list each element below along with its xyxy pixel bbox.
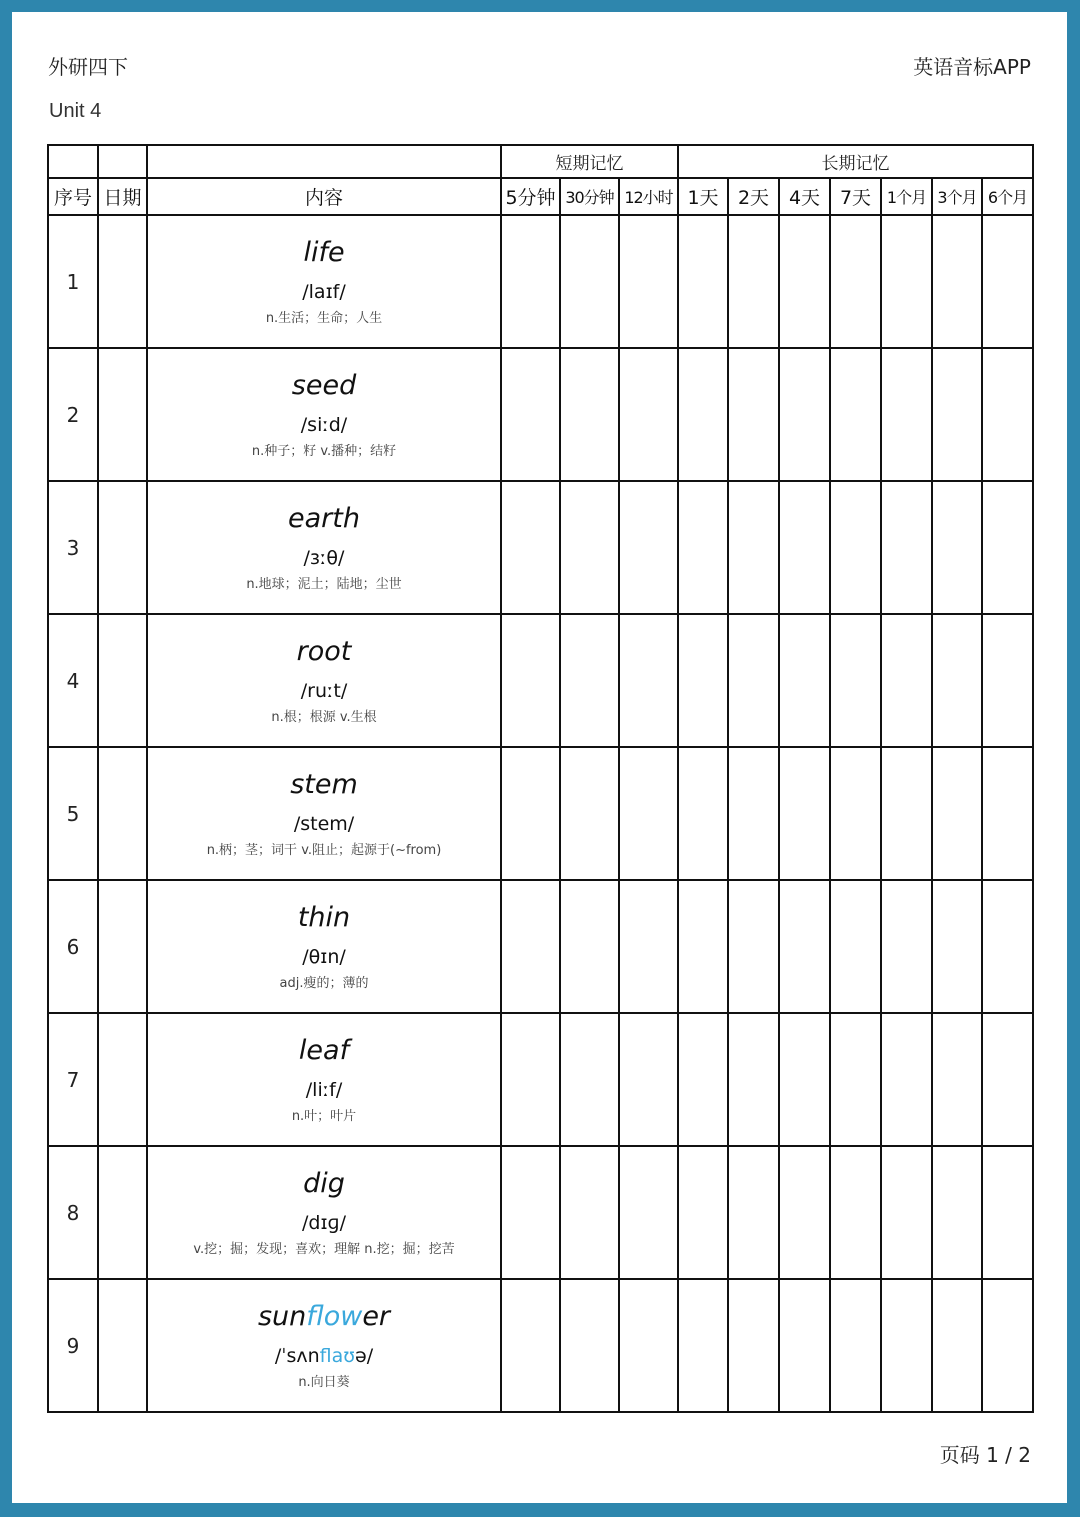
check-cell[interactable] [881, 348, 932, 481]
check-cell[interactable] [560, 348, 619, 481]
check-cell[interactable] [501, 614, 560, 747]
check-cell[interactable] [728, 348, 779, 481]
content-cell [147, 1279, 501, 1412]
check-cell[interactable] [830, 614, 881, 747]
check-cell[interactable] [501, 215, 560, 348]
check-cell[interactable] [881, 880, 932, 1013]
col-1month: 1个月 [881, 178, 932, 215]
check-cell[interactable] [779, 614, 830, 747]
row-number: 4 [48, 614, 98, 747]
row-number: 6 [48, 880, 98, 1013]
row-number: 7 [48, 1013, 98, 1146]
table-row [48, 215, 1033, 348]
check-cell[interactable] [619, 880, 678, 1013]
check-cell[interactable] [678, 880, 728, 1013]
ipa-part: ə/ [355, 1344, 374, 1367]
content-cell [147, 614, 501, 747]
check-cell[interactable] [728, 1013, 779, 1146]
table-row [48, 614, 1033, 747]
content-cell [147, 481, 501, 614]
check-cell[interactable] [678, 348, 728, 481]
content-cell [147, 1146, 501, 1279]
vocab-table [47, 144, 1034, 1413]
check-cell[interactable] [619, 348, 678, 481]
check-cell[interactable] [728, 481, 779, 614]
check-cell[interactable] [678, 1146, 728, 1279]
group-header-row [48, 145, 1033, 178]
check-cell[interactable] [932, 747, 982, 880]
col-12h: 12小时 [619, 178, 678, 215]
check-cell[interactable] [779, 747, 830, 880]
col-content: 内容 [147, 178, 501, 215]
check-cell[interactable] [779, 481, 830, 614]
check-cell[interactable] [830, 1146, 881, 1279]
check-cell[interactable] [678, 747, 728, 880]
check-cell[interactable] [932, 481, 982, 614]
phonetic: /ɜːθ/ [303, 546, 345, 569]
meaning: v.挖；掘；发现；喜欢；理解 n.挖；掘；挖苦 [193, 1241, 455, 1257]
word: seed [291, 369, 357, 401]
phonetic: /dɪɡ/ [302, 1211, 346, 1234]
header-left: 外研四下 [48, 55, 128, 79]
check-cell[interactable] [982, 1279, 1033, 1412]
page-number: 页码 1 / 2 [939, 1443, 1031, 1467]
word: root [296, 635, 352, 667]
phonetic: /ruːt/ [300, 679, 348, 702]
col-1day: 1天 [678, 178, 728, 215]
table-row [48, 348, 1033, 481]
check-cell[interactable] [501, 880, 560, 1013]
check-cell[interactable] [830, 1013, 881, 1146]
long-term-header: 长期记忆 [678, 145, 1033, 178]
empty-cell [147, 145, 501, 178]
row-number: 9 [48, 1279, 98, 1412]
check-cell[interactable] [932, 215, 982, 348]
row-number: 1 [48, 215, 98, 348]
check-cell[interactable] [830, 747, 881, 880]
check-cell[interactable] [619, 614, 678, 747]
check-cell[interactable] [501, 1279, 560, 1412]
check-cell[interactable] [619, 481, 678, 614]
check-cell[interactable] [779, 880, 830, 1013]
check-cell[interactable] [932, 880, 982, 1013]
check-cell[interactable] [982, 348, 1033, 481]
check-cell[interactable] [619, 747, 678, 880]
row-number: 2 [48, 348, 98, 481]
col-7day: 7天 [830, 178, 881, 215]
col-2day: 2天 [728, 178, 779, 215]
check-cell[interactable] [728, 747, 779, 880]
table-row [48, 880, 1033, 1013]
check-cell[interactable] [678, 614, 728, 747]
header-right: 英语音标APP [913, 55, 1031, 79]
meaning: n.柄；茎；词干 v.阻止；起源于(~from) [206, 842, 442, 858]
meaning: n.叶；叶片 [291, 1108, 357, 1124]
col-3month: 3个月 [932, 178, 982, 215]
word: life [303, 236, 345, 268]
table-row [48, 1013, 1033, 1146]
word-part-highlight: flow [306, 1300, 363, 1332]
check-cell[interactable] [982, 481, 1033, 614]
check-cell[interactable] [501, 348, 560, 481]
meaning: n.种子；籽 v.播种；结籽 [251, 443, 397, 459]
check-cell[interactable] [560, 880, 619, 1013]
row-number: 3 [48, 481, 98, 614]
check-cell[interactable] [678, 1279, 728, 1412]
check-cell[interactable] [560, 215, 619, 348]
check-cell[interactable] [560, 1279, 619, 1412]
check-cell[interactable] [982, 747, 1033, 880]
check-cell[interactable] [830, 880, 881, 1013]
content-cell [147, 348, 501, 481]
date-cell[interactable] [98, 1146, 147, 1279]
check-cell[interactable] [779, 215, 830, 348]
check-cell[interactable] [881, 614, 932, 747]
empty-cell [48, 145, 98, 178]
meaning: n.向日葵 [298, 1374, 350, 1390]
check-cell[interactable] [779, 1279, 830, 1412]
date-cell[interactable] [98, 1279, 147, 1412]
word [148, 1300, 500, 1334]
check-cell[interactable] [619, 1013, 678, 1146]
check-cell[interactable] [619, 1279, 678, 1412]
check-cell[interactable] [728, 1279, 779, 1412]
col-6month: 6个月 [982, 178, 1033, 215]
table-row [48, 747, 1033, 880]
meaning: adj.瘦的；薄的 [279, 975, 369, 991]
check-cell[interactable] [728, 614, 779, 747]
check-cell[interactable] [501, 481, 560, 614]
date-cell[interactable] [98, 1013, 147, 1146]
content-cell [147, 1013, 501, 1146]
col-date: 日期 [98, 178, 147, 215]
meaning: n.生活；生命；人生 [265, 310, 383, 326]
check-cell[interactable] [932, 614, 982, 747]
col-5min: 5分钟 [501, 178, 560, 215]
word-part: sun [257, 1300, 307, 1332]
column-header-row [48, 178, 1033, 215]
check-cell[interactable] [728, 880, 779, 1013]
unit-title: Unit 4 [49, 100, 102, 122]
word: thin [297, 901, 351, 933]
meaning: n.地球；泥土；陆地；尘世 [246, 576, 402, 592]
worksheet-page [12, 12, 1067, 1503]
check-cell[interactable] [560, 614, 619, 747]
phonetic: /stem/ [293, 812, 355, 835]
check-cell[interactable] [830, 481, 881, 614]
check-cell[interactable] [501, 1013, 560, 1146]
check-cell[interactable] [560, 747, 619, 880]
date-cell[interactable] [98, 481, 147, 614]
row-number: 5 [48, 747, 98, 880]
word: leaf [298, 1034, 350, 1066]
date-cell[interactable] [98, 614, 147, 747]
check-cell[interactable] [678, 1013, 728, 1146]
check-cell[interactable] [678, 481, 728, 614]
check-cell[interactable] [779, 1013, 830, 1146]
check-cell[interactable] [932, 1146, 982, 1279]
check-cell[interactable] [881, 481, 932, 614]
word-part: er [362, 1300, 391, 1332]
check-cell[interactable] [619, 215, 678, 348]
table-row [48, 1146, 1033, 1279]
phonetic: /siːd/ [300, 413, 348, 436]
word: stem [290, 768, 358, 800]
check-cell[interactable] [881, 1279, 932, 1412]
word: earth [288, 502, 360, 534]
check-cell[interactable] [560, 1146, 619, 1279]
check-cell[interactable] [728, 215, 779, 348]
phonetic: /liːf/ [305, 1078, 343, 1101]
check-cell[interactable] [881, 1146, 932, 1279]
empty-cell [98, 145, 147, 178]
check-cell[interactable] [982, 215, 1033, 348]
check-cell[interactable] [830, 1279, 881, 1412]
check-cell[interactable] [932, 1279, 982, 1412]
table-row [48, 481, 1033, 614]
col-index: 序号 [48, 178, 98, 215]
check-cell[interactable] [830, 215, 881, 348]
ipa-part: /ˈsʌn [274, 1344, 320, 1367]
date-cell[interactable] [98, 348, 147, 481]
content-cell [147, 747, 501, 880]
content-cell [147, 880, 501, 1013]
date-cell[interactable] [98, 880, 147, 1013]
meaning: n.根；根源 v.生根 [271, 709, 377, 725]
ipa-part-highlight: flaʊ [319, 1344, 356, 1367]
check-cell[interactable] [881, 215, 932, 348]
row-number: 8 [48, 1146, 98, 1279]
date-cell[interactable] [98, 747, 147, 880]
check-cell[interactable] [501, 747, 560, 880]
check-cell[interactable] [982, 1013, 1033, 1146]
check-cell[interactable] [982, 1146, 1033, 1279]
check-cell[interactable] [678, 215, 728, 348]
date-cell[interactable] [98, 215, 147, 348]
col-30min: 30分钟 [560, 178, 619, 215]
short-term-header: 短期记忆 [501, 145, 678, 178]
phonetic [148, 1344, 500, 1368]
col-4day: 4天 [779, 178, 830, 215]
phonetic: /laɪf/ [302, 280, 346, 303]
check-cell[interactable] [779, 348, 830, 481]
check-cell[interactable] [728, 1146, 779, 1279]
check-cell[interactable] [881, 1013, 932, 1146]
check-cell[interactable] [982, 614, 1033, 747]
word: dig [303, 1167, 345, 1199]
check-cell[interactable] [779, 1146, 830, 1279]
check-cell[interactable] [932, 1013, 982, 1146]
check-cell[interactable] [501, 1146, 560, 1279]
check-cell[interactable] [619, 1146, 678, 1279]
check-cell[interactable] [881, 747, 932, 880]
phonetic: /θɪn/ [302, 945, 346, 968]
content-cell [147, 215, 501, 348]
check-cell[interactable] [982, 880, 1033, 1013]
check-cell[interactable] [830, 348, 881, 481]
table-row [48, 1279, 1033, 1412]
check-cell[interactable] [560, 1013, 619, 1146]
check-cell[interactable] [932, 348, 982, 481]
check-cell[interactable] [560, 481, 619, 614]
